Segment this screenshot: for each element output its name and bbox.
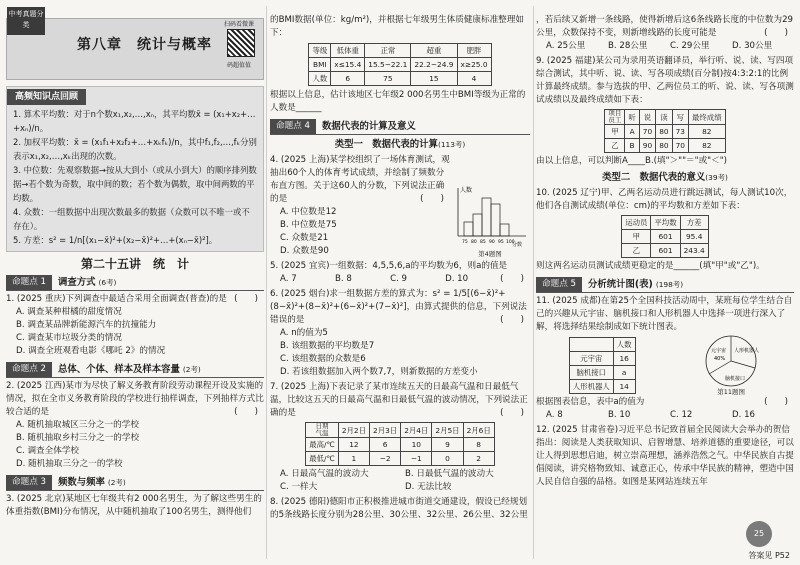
kp-name: 频数与频率 <box>57 477 105 488</box>
option[interactable]: A. 随机抽取城区三分之一的学校 <box>16 420 139 430</box>
question-1-stem: 1. (2025 重庆)下列调查中最适合采用全面调查(普查)的是 ( ) <box>6 294 258 304</box>
review-item: 1. 算术平均数：对于n个数x₁,x₂,…,xₙ，其平均数x̄ = (x₁+x₂+…+xₙ)/n。 <box>13 109 256 133</box>
hist-bar <box>491 204 500 236</box>
option[interactable]: A. n的值为5 <box>280 328 328 338</box>
problem-type-1: 类型一 数据代表的计算(113考) <box>334 139 466 150</box>
proposition-point-2 <box>6 362 264 378</box>
option[interactable]: C. 该组数据的众数是6 <box>280 354 366 364</box>
middle-column <box>270 0 530 565</box>
review-item: 3. 中位数：先观察数据→按从大到小（或从小到大）的顺序排列数据→若个数为奇数，取中间的数；若个数为偶数，取中间两数的平均数。 <box>13 165 257 203</box>
hist-tick: 85 <box>480 240 486 245</box>
hist-xlabel: 分数 <box>512 242 523 248</box>
option[interactable]: B. 8 <box>335 274 352 284</box>
qr-caption-top: 扫码看微课 <box>223 21 254 28</box>
hist-tick: 75 <box>462 240 468 245</box>
left-column <box>6 0 264 565</box>
option[interactable]: C. 9 <box>390 274 407 284</box>
option[interactable]: A. 中位数是12 <box>280 207 337 217</box>
question-9-stem: 9. (2025 福建)某公司为录用英语翻译员，举行听、说、读、写四项综合测试，其中听、说、读、写各项成绩(百分制)按4:3:2:1的比例计算最终成绩。参与选拔的甲、乙两位员工的听、说、读、写各项测试成绩以及最终成绩如下表： <box>536 56 794 105</box>
question-11-ask: 根据图表信息，表中a的值为 ( ) <box>536 397 788 407</box>
pie-label: 元宇宙 <box>711 348 727 354</box>
bmi-table: 等级 低体重 正常 超重 肥胖 BMI x≤15.4 15.5~22.1 22.2~24.9 x≥25.0 人数 6 75 15 4 <box>308 43 491 86</box>
question-3-continued: 的BMI数据(单位：kg/m²)，并根据七年级男生体质健康标准整理如下： <box>270 15 524 38</box>
option[interactable]: D. 16 <box>732 410 756 420</box>
option[interactable]: C. 调查某市垃圾分类的情况 <box>16 333 122 343</box>
interest-table: 人数 元宇宙 16 脑机接口 a 人形机器人 14 <box>569 337 636 394</box>
column-divider <box>266 6 267 559</box>
proposition-point-5 <box>536 277 794 293</box>
option[interactable]: A. 7 <box>280 274 297 284</box>
chapter-title: 第八章 统计与概率 <box>77 37 212 53</box>
proposition-point-4 <box>270 119 530 135</box>
question-9-ask: 由以上信息，可以判断A____B.(填"＞""＝"或"＜") <box>536 156 728 166</box>
column-divider <box>533 6 534 559</box>
option[interactable]: A. 25公里 <box>546 41 586 51</box>
pie-label: 脑机接口 <box>725 376 746 382</box>
question-10-ask: 则这两名运动员测试成绩更稳定的是______(填"甲"或"乙")。 <box>536 261 765 271</box>
question-7-options <box>270 468 530 494</box>
hist-tick: 95 <box>498 240 504 245</box>
question-3-ask: 根据以上信息，估计该地区七年级2 000名男生中BMI等级为正常的人数是______ <box>270 90 526 113</box>
option[interactable]: C. 众数是21 <box>280 233 329 243</box>
option[interactable]: B. 调查某品牌新能源汽车的抗撞能力 <box>16 320 157 330</box>
kp-tag: 命题点 4 <box>270 119 316 134</box>
figure-caption: 第11题图 <box>717 388 746 396</box>
option[interactable]: D. 无法比较 <box>405 482 452 492</box>
kp-name: 总体、个体、样本及样本容量 <box>57 364 180 375</box>
option[interactable]: B. 10 <box>608 410 631 420</box>
kp-name: 数据代表的计算及意义 <box>321 121 416 132</box>
histogram-chart <box>450 184 530 250</box>
kp-name: 调查方式 <box>57 277 96 288</box>
option[interactable]: D. 随机抽取三分之一的学校 <box>16 459 123 469</box>
hist-bar <box>482 198 491 236</box>
hist-bar <box>500 224 509 236</box>
right-column <box>536 0 794 565</box>
page-number: 答案见 P52 <box>748 551 790 560</box>
option[interactable]: D. 10 <box>445 274 469 284</box>
option[interactable]: B. 随机抽取乡村三分之一的学校 <box>16 433 140 443</box>
problem-type-2: 类型二 数据代表的意义(39考) <box>602 172 728 183</box>
option[interactable]: D. 众数是90 <box>280 246 329 256</box>
pie-label: 40% <box>714 356 726 362</box>
option[interactable]: D. 若该组数据加入两个数7,7，则新数据的方差变小 <box>280 367 478 377</box>
kp-tag: 命题点 3 <box>6 475 52 490</box>
question-5-options <box>270 273 500 286</box>
question-5-stem: 5. (2025 宜宾)一组数据：4,5,5,6,a的平均数为6，则a的值是 ( ) <box>270 261 524 284</box>
question-6-stem: 6. (2025 烟台)求一组数据方差的算式为：s² = 1/5[(6−x̄)²+(8−x̄)²+(8−x̄)²+(6−x̄)²+(7−x̄)²]，由算式提供的信息，下列说法错误的是 ( ) <box>270 289 527 325</box>
question-11-figure <box>536 334 794 396</box>
question-11-stem: 11. (2025 成都)在第25个全国科技活动周中，某班每位学生结合自己的兴趣从元宇宙、脑机接口和人形机器人中选择一项进行深入了解，将选择结果绘制成如下统计图表。 <box>536 296 793 332</box>
option[interactable]: C. 调查全体学校 <box>16 446 80 456</box>
kp-tag: 命题点 2 <box>6 362 52 377</box>
hist-tick: 90 <box>489 240 495 245</box>
kp-count: (198考) <box>655 280 684 289</box>
kp-count: (6考) <box>98 278 117 287</box>
pie-label: 人形机器人 <box>734 348 760 354</box>
option[interactable]: B. 28公里 <box>608 41 648 51</box>
question-10-stem: 10. (2025 辽宁)甲、乙两名运动员进行跳远测试，每人测试10次，他们各自测试成绩(单位：cm)的平均数和方差如下表： <box>536 188 793 211</box>
question-8-continued: ，若后续又新增一条线路，使得新增后这6条线路长度的中位数为29公里，众数保持不变，则新增线路的长度可能是 ( ) <box>536 15 794 38</box>
answer-blank[interactable]: ______ <box>295 103 322 113</box>
kp-tag: 命题点 5 <box>536 277 582 292</box>
option[interactable]: D. 30公里 <box>732 41 773 51</box>
pie-chart <box>701 334 761 388</box>
kp-count: (2考) <box>107 478 126 487</box>
page-stamp-icon: 25 <box>746 521 772 547</box>
review-heading: 高频知识点回顾 <box>7 89 86 105</box>
option[interactable]: B. 中位数是75 <box>280 220 337 230</box>
hist-bar <box>464 222 473 236</box>
kp-tag: 命题点 1 <box>6 275 52 290</box>
proposition-point-1 <box>6 275 264 291</box>
kp-count: (2考) <box>182 365 201 374</box>
score-table: 项目 员工 听 说 读 写 最终成绩 甲 A 70 80 73 82 乙 B 90 80 70 82 <box>604 109 725 153</box>
review-item: 2. 加权平均数：x̄ = (x₁f₁+x₂f₂+…+xₖfₖ)/n，其中f₁,f₂,…,fₖ分别表示x₁,x₂,…,xₖ出现的次数。 <box>13 137 257 161</box>
qr-code-icon[interactable] <box>227 29 255 57</box>
knowledge-review-box <box>6 86 264 252</box>
review-item: 5. 方差：s² = 1/n[(x₁−x̄)²+(x₂−x̄)²+…+(xₙ−x̄)²]。 <box>13 235 218 245</box>
qr-caption-bottom: 码超值值 <box>226 62 251 69</box>
option[interactable]: C. 一样大 <box>280 482 318 492</box>
histogram-figure <box>450 184 530 258</box>
option[interactable]: B. 日最低气温的波动大 <box>405 469 494 479</box>
option[interactable]: C. 12 <box>670 410 693 420</box>
question-4-stem: 4. (2025 上海)某学校组织了一场体育测试，观抽出60个人的体育考试成绩，并绘制了频数分布直方图。关于这60人的分数，下列说法正确的是 ( ) <box>270 155 450 204</box>
athlete-table: 运动员 平均数 方差 甲 601 95.4 乙 601 243.4 <box>621 215 709 258</box>
question-2-stem: 2. (2025 江西)某市为尽快了解义务教育阶段劳动课程开设及实施的情况，拟在全市义务教育阶段的学校进行抽样调查，下列抽样方式比较合适的是 ( ) <box>6 381 264 417</box>
question-4-block <box>270 154 530 258</box>
hist-bar <box>473 214 482 236</box>
figure-caption: 第4题图 <box>478 250 502 258</box>
question-7-stem: 7. (2025 上海)下表记录了某市连续五天的日最高气温和日最低气温，比较这五天的日最高气温和日最低气温的波动情况，下列说法正确的是 ( ) <box>270 382 528 418</box>
question-8-stem: 8. (2025 德阳)德阳市正积极推进城市街道交通建设，假设已经规划的5条线路长度分别为28公里、30公里、32公里、26公里、32公里 <box>270 497 528 520</box>
kp-name: 分析统计图(表) <box>587 279 653 290</box>
option[interactable]: A. 8 <box>546 410 563 420</box>
question-11-options <box>536 409 794 422</box>
proposition-point-3 <box>6 475 264 491</box>
option[interactable]: C. 29公里 <box>670 41 710 51</box>
question-12-stem: 12. (2025 甘肃省卷)习近平总书记致首届全民阅读大会举办的贺信指出：阅读是人类获取知识、启智增慧、培养道德的重要途径，可以让人得到思想启迪，树立崇高理想，涵养浩然之气。中华民族自古提倡阅读，讲究格物致知、诚意正心，传承中华民族的精神，塑造中国人民自信自强的品格。如图是某网站连续五年 <box>536 425 794 487</box>
option[interactable]: A. 调查某种柑橘的甜度情况 <box>16 307 122 317</box>
pie-figure <box>701 334 761 396</box>
lecture-title: 第二十五讲 统 计 <box>80 257 189 271</box>
review-item: 4. 众数：一组数据中出现次数最多的数据（众数可以不唯一或不存在）。 <box>13 207 250 231</box>
question-8-options <box>536 40 794 53</box>
option[interactable]: D. 调查全班观看电影《哪吒 2》的情况 <box>16 346 166 356</box>
temperature-table: 日期 气温 2月2日 2月3日 2月4日 2月5日 2月6日 最高/℃ 12 6 10 9 8 最低/℃ 1 −2 −1 0 2 <box>305 422 495 466</box>
series-badge: 中考真题分类 <box>7 7 45 35</box>
question-3-stem: 3. (2025 北京)某地区七年级共有2 000名男生，为了解这些男生的体重指数(BMI)分布情况，从中随机抽取了100名男生，测得他们 <box>6 494 262 517</box>
option[interactable]: B. 该组数据的平均数是7 <box>280 341 375 351</box>
option[interactable]: A. 日最高气温的波动大 <box>280 469 369 479</box>
hist-tick: 80 <box>471 240 477 245</box>
chapter-banner <box>6 10 264 80</box>
hist-tick: 100 <box>506 240 515 245</box>
hist-ylabel: 人数 <box>460 187 473 194</box>
